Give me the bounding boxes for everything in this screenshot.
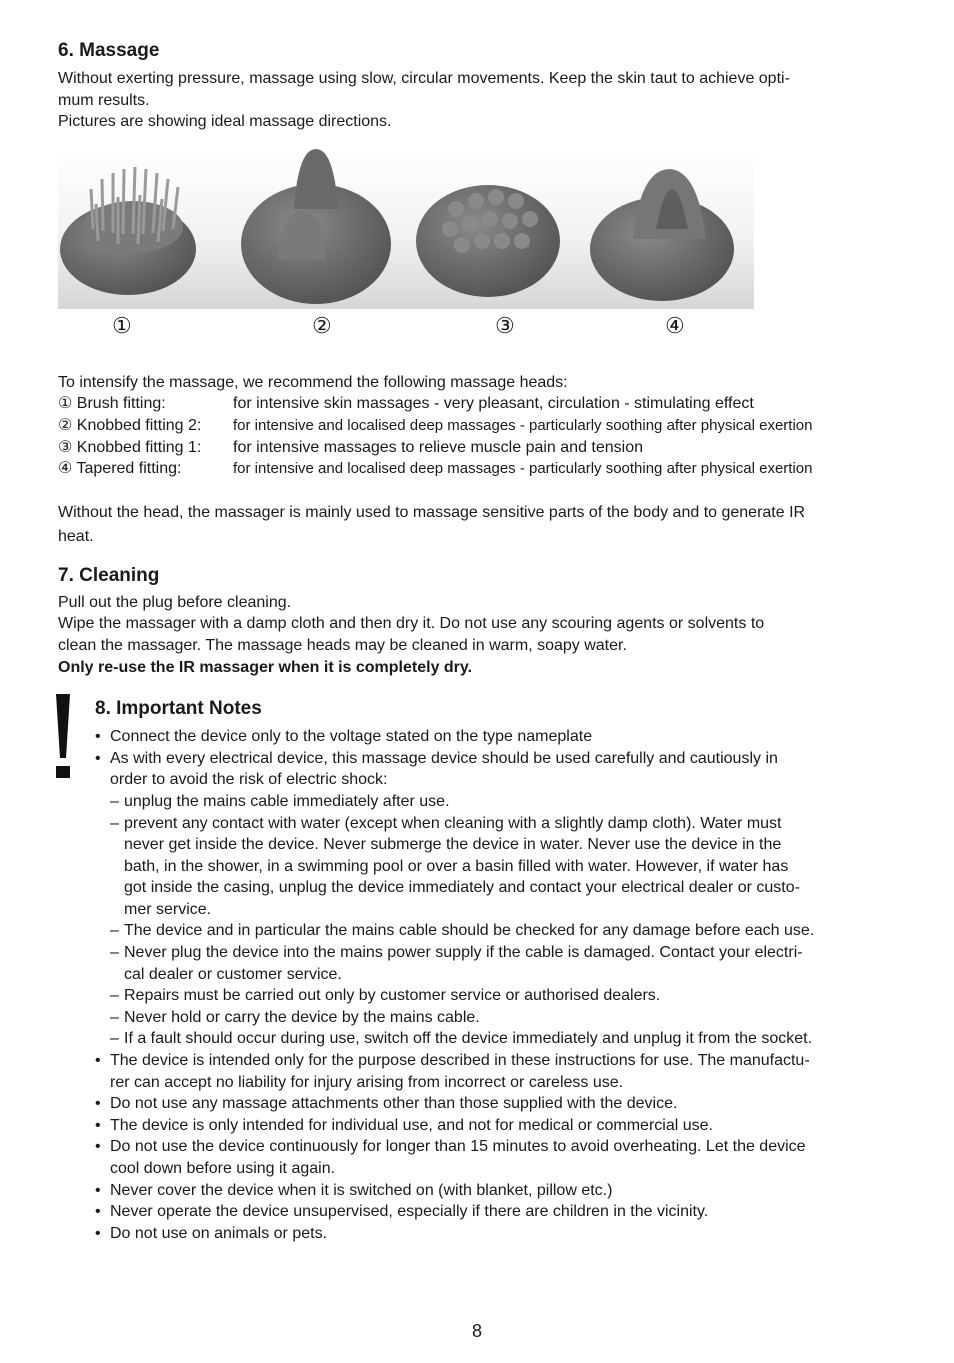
figure-number-1: ① (112, 312, 132, 338)
cleaning-line3: clean the massager. The massage heads may be cleaned in warm, soapy water. (58, 636, 627, 654)
head-row (58, 393, 896, 415)
massage-recommend: To intensify the massage, we recommend the following massage heads: (58, 373, 568, 391)
sub-item: – unplug the mains cable immediately after use. (110, 792, 450, 810)
massage-heading: 6. Massage (58, 40, 160, 61)
list-item: • The device is only intended for individual use, and not for medical or commercial use. (95, 1116, 713, 1134)
head-row (58, 415, 896, 437)
list-item: • Do not use the device continuously for longer than 15 minutes to avoid overheating. Let the device cool down before using it again. (95, 1138, 806, 1177)
head-label: ② Knobbed fitting 2: (58, 416, 202, 434)
massage-pictures-note: Pictures are showing ideal massage directions. (58, 113, 392, 131)
massage-intro-line2: mum results. (58, 91, 150, 109)
head-row (58, 458, 896, 480)
important-notes (58, 696, 896, 1244)
sub-item: – Never hold or carry the device by the mains cable. (110, 1008, 480, 1026)
cleaning-line2: Wipe the massager with a damp cloth and then dry it. Do not use any scouring agents or solvents to (58, 615, 765, 633)
list-item: • Do not use on animals or pets. (95, 1224, 328, 1242)
head-desc: for intensive and localised deep massages - particularly soothing after physical exertion (233, 416, 813, 434)
page-content (58, 38, 896, 1244)
massage-heads-illustration (58, 149, 754, 309)
massage-heads-list (58, 393, 896, 479)
without-head-line2: heat. (58, 527, 94, 545)
massage-intro-line1: Without exerting pressure, massage using slow, circular movements. Keep the skin taut to achieve opti- (58, 70, 790, 87)
sub-item: – Never plug the device into the mains power supply if the cable is damaged. Contact your electri- cal dealer or customer service. (110, 944, 803, 983)
head-desc: for intensive and localised deep massages - particularly soothing after physical exertion (233, 460, 813, 478)
warning-exclamation-icon (54, 694, 74, 794)
cleaning-line4: Only re-use the IR massager when it is completely dry. (58, 658, 473, 676)
figure-number-4: ④ (665, 312, 685, 338)
head-desc: for intensive skin massages - very pleasant, circulation - stimulating effect (233, 395, 754, 413)
cleaning-heading: 7. Cleaning (58, 564, 160, 586)
sub-item: – The device and in particular the mains cable should be checked for any damage before each use. (110, 922, 815, 940)
notes-heading: 8. Important Notes (95, 698, 262, 720)
figure-number-3: ③ (495, 312, 515, 338)
notes-list (95, 726, 896, 1244)
list-item: • Never operate the device unsupervised, especially if there are children in the vicinity. (95, 1203, 709, 1221)
head-row (58, 437, 896, 459)
page-number: 8 (471, 1321, 482, 1341)
head-label: ① Brush fitting: (58, 395, 166, 413)
list-item: • Do not use any massage attachments other than those supplied with the device. (95, 1095, 678, 1113)
without-head-line1: Without the head, the massager is mainly used to massage sensitive parts of the body and to generate IR (58, 503, 806, 521)
figure-numbers (58, 309, 758, 349)
head-label: ③ Knobbed fitting 1: (58, 438, 202, 456)
head-label: ④ Tapered fitting: (58, 460, 182, 478)
list-item: • Connect the device only to the voltage stated on the type nameplate (95, 728, 593, 746)
list-item: • The device is intended only for the purpose described in these instructions for use. The manufactu- rer can accept no liability for injury arising from incorrect or careless use. (95, 1052, 810, 1091)
knobbed-fitting-1-image (416, 185, 560, 297)
list-item: • Never cover the device when it is switched on (with blanket, pillow etc.) (95, 1181, 613, 1199)
sub-item: – If a fault should occur during use, switch off the device immediately and unplug it from the socket. (110, 1030, 813, 1048)
sub-item: – Repairs must be carried out only by customer service or authorised dealers. (110, 987, 661, 1005)
head-desc: for intensive massages to relieve muscle pain and tension (233, 438, 643, 456)
sub-item: – prevent any contact with water (except when cleaning with a slightly damp cloth). Water must never get inside the device. Never submerge the device in water. Never use the device in the bath, in the shower, in a swimming pool or over a basin filled with water. However, if water has got inside the casing, unplug the device immediately and contact your electrical dealer or custo- mer service. (110, 814, 800, 918)
list-item: • As with every electrical device, this massage device should be used carefully and cautiously in order to avoid the risk of electric shock: – unplug the mains cable immediately after use. – prevent any contact with water (except when cleaning with a slightly damp cloth). Water must never get inside the device. Never submerge the device in water. Never use the device in the bath, in the shower, in a swimming pool or over a basin filled with water. However, if water has got inside the casing, unplug the device immediately and contact your electrical dealer or custo- mer service. – The device and in particular the mains cable should be checked for any damage before each use. – Never plug the device into the mains power supply if the cable is damaged. Contact your electri- cal dealer or customer service. – Repairs must be carried out only by customer service or authorised dealers. – Never hold or carry the device by the mains cable. – If a fault should occur during use, switch off the device immediately and unplug it from the socket. (95, 748, 896, 1050)
cleaning-line1: Pull out the plug before cleaning. (58, 593, 292, 611)
massage-heads-photo (58, 149, 754, 309)
figure-number-2: ② (312, 312, 332, 338)
